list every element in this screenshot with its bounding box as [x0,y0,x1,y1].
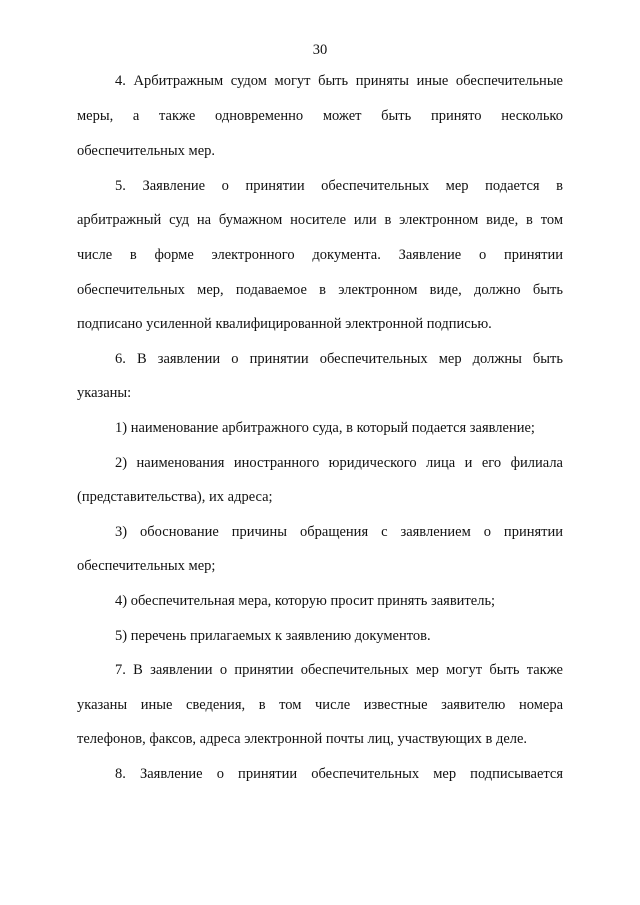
list-item-3-line-1: 3) обоснование причины обращения с заявлением о принятии [115,524,563,540]
list-item-2-line-2: (представительства), их адреса; [77,489,273,505]
list-item-2-line-1: 2) наименования иностранного юридического лица и его филиала [115,455,563,471]
paragraph-4-line-1: 4. Арбитражным судом могут быть приняты иные обеспечительные [115,73,563,89]
list-item-1: 1) наименование арбитражного суда, в который подается заявление; [115,420,535,436]
paragraph-6-line-2: указаны: [77,385,132,401]
list-item-4: 4) обеспечительная мера, которую просит принять заявитель; [115,593,496,609]
paragraph-4-line-2: меры, а также одновременно может быть принято несколько [77,108,563,124]
paragraph-7-line-1: 7. В заявлении о принятии обеспечительных мер могут быть также [115,662,563,678]
paragraph-5-line-5: подписано усиленной квалифицированной электронной подписью. [77,316,492,332]
paragraph-4-line-3: обеспечительных мер. [77,143,216,159]
paragraph-7-line-3: телефонов, факсов, адреса электронной почты лиц, участвующих в деле. [77,731,528,747]
paragraph-5-line-2: арбитражный суд на бумажном носителе или в электронном виде, в том [77,212,563,228]
list-item-3-line-2: обеспечительных мер; [77,558,216,574]
paragraph-5-line-4: обеспечительных мер, подаваемое в электронном виде, должно быть [77,282,563,298]
paragraph-6-line-1: 6. В заявлении о принятии обеспечительных мер должны быть [115,351,563,367]
list-item-5: 5) перечень прилагаемых к заявлению документов. [115,628,431,644]
paragraph-5-line-3: числе в форме электронного документа. Заявление о принятии [77,247,563,263]
paragraph-8-line-1: 8. Заявление о принятии обеспечительных мер подписывается [115,766,563,782]
paragraph-7-line-2: указаны иные сведения, в том числе известные заявителю номера [77,697,563,713]
paragraph-5-line-1: 5. Заявление о принятии обеспечительных мер подается в [115,178,563,194]
page-number: 30 [312,42,328,58]
